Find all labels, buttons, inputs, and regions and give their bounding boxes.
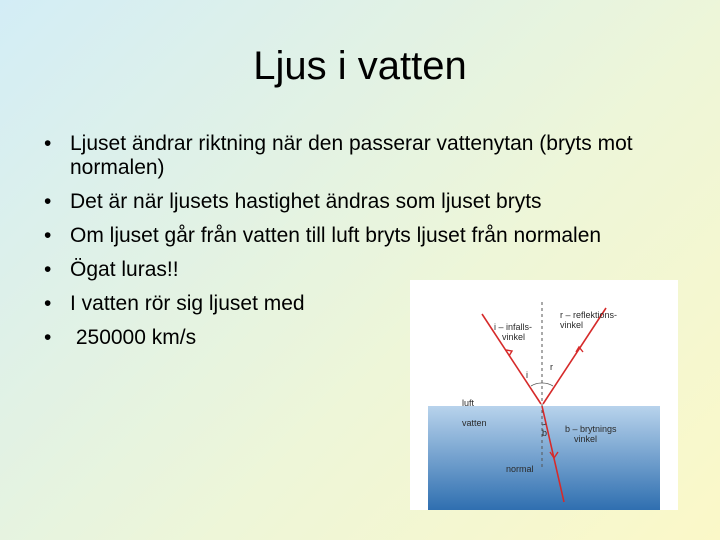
bullet-item [44,132,704,180]
refraction-diagram-svg [410,280,678,510]
label-refraction-1: b – brytnings [565,424,617,434]
bullet-icon: • [44,326,52,349]
bullet-item [44,224,704,248]
incidence-angle-arc [531,383,542,386]
label-incidence-1: i – infalls- [494,322,533,332]
bullet-text: Om ljuset går från vatten till luft bryts ljuset från normalen [70,224,602,247]
bullet-icon: • [44,190,52,213]
bullet-icon: • [44,292,52,315]
bullet-text: Ljuset ändrar riktning när den passerar vattenytan (bryts mot normalen) [70,132,633,179]
label-reflection-1: r – reflektions- [560,310,618,320]
slide-title: Ljus i vatten [253,44,467,88]
label-air: luft [462,398,475,408]
label-r: r [550,362,553,372]
bullet-icon: • [44,132,52,155]
label-normal: normal [506,464,534,474]
reflection-angle-arc [542,383,553,386]
refraction-diagram [410,280,678,510]
bullet-icon: • [44,258,52,281]
label-b: b [542,428,548,438]
bullet-text: Det är när ljusets hastighet ändras som ljuset bryts [70,190,542,213]
bullet-text: 250000 km/s [70,326,197,349]
bullet-item [44,258,704,282]
label-reflection-2: vinkel [560,320,584,330]
bullet-icon: • [44,224,52,247]
label-incidence-2: vinkel [502,332,526,342]
label-i: i [526,370,528,380]
label-refraction-2: vinkel [574,434,598,444]
label-water: vatten [462,418,487,428]
bullet-text: Ögat luras!! [70,258,179,281]
bullet-item [44,190,704,214]
bullet-text: I vatten rör sig ljuset med [70,292,305,315]
